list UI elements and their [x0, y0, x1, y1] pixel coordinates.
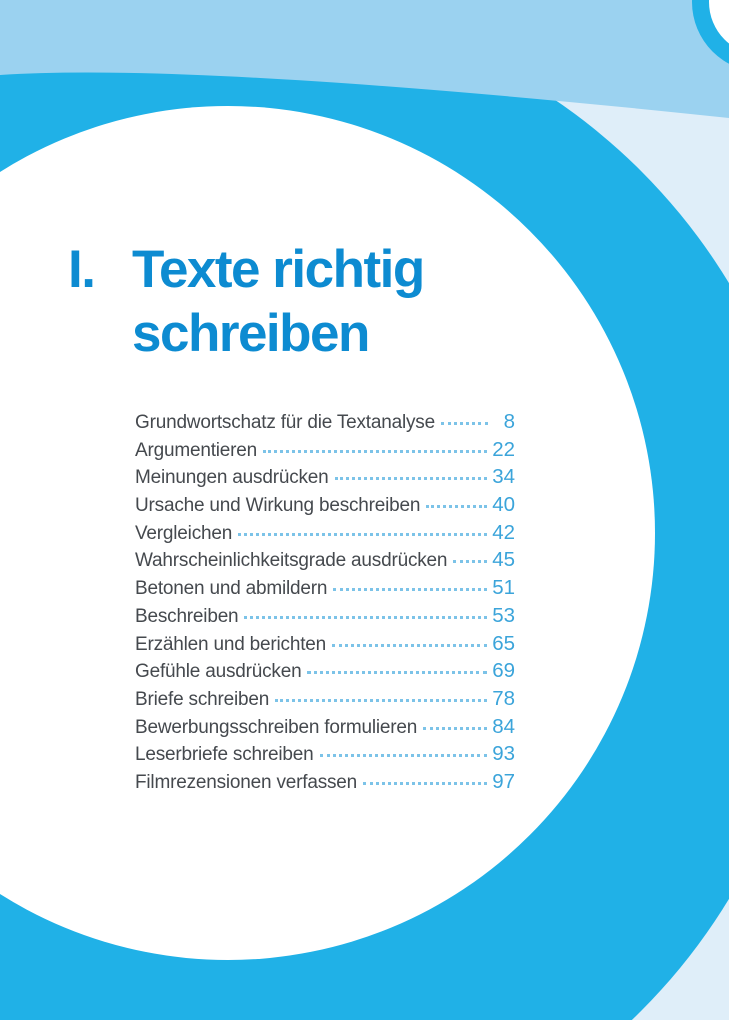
chapter-title-line-1: Texte richtig [132, 240, 424, 299]
dot-leader [307, 671, 487, 674]
toc-entry-label: Vergleichen [135, 522, 233, 544]
chapter-numeral: I. [68, 240, 95, 299]
toc-entry [135, 546, 515, 574]
toc-entry [135, 574, 515, 602]
toc-entry [135, 602, 515, 630]
toc-entry-label: Leserbriefe schreiben [135, 744, 314, 766]
chapter-title [68, 238, 424, 366]
toc-page-number: 65 [492, 631, 515, 655]
toc-page-number: 69 [492, 659, 515, 683]
toc-page-number: 8 [503, 410, 515, 433]
toc-page-number: 51 [492, 576, 515, 600]
toc-entry [135, 491, 515, 519]
toc-entry [135, 519, 515, 547]
toc-page-number: 34 [492, 465, 515, 489]
dot-leader [263, 450, 487, 453]
toc-entry-label: Argumentieren [135, 439, 258, 461]
top-band [0, 0, 729, 122]
toc-page-number: 40 [492, 493, 515, 517]
dot-leader [453, 560, 487, 563]
toc-entry [135, 768, 515, 796]
toc-entry-label: Ursache und Wirkung beschreiben [135, 495, 421, 517]
dot-leader [275, 699, 487, 702]
toc-entry [135, 436, 515, 464]
dot-leader [333, 588, 487, 591]
toc-page-number: 97 [492, 769, 515, 793]
toc-entry [135, 657, 515, 685]
toc-entry-label: Meinungen ausdrücken [135, 467, 329, 489]
dot-leader [441, 422, 488, 425]
toc-entry-label: Beschreiben [135, 605, 239, 627]
table-of-contents [135, 408, 515, 796]
toc-entry [135, 685, 515, 713]
dot-leader [426, 505, 487, 508]
dot-leader [332, 644, 487, 647]
toc-page-number: 22 [492, 437, 515, 461]
toc-page-number: 53 [492, 603, 515, 627]
toc-page-number: 84 [492, 714, 515, 738]
toc-entry-label: Betonen und abmildern [135, 578, 328, 600]
toc-page-number: 42 [492, 520, 515, 544]
dot-leader [320, 754, 488, 757]
toc-entry-label: Erzählen und berichten [135, 633, 327, 655]
toc-entry [135, 463, 515, 491]
toc-entry [135, 740, 515, 768]
toc-entry-label: Briefe schreiben [135, 688, 270, 710]
toc-entry-label: Wahrscheinlichkeitsgrade ausdrücken [135, 550, 448, 572]
dot-leader [244, 616, 487, 619]
dot-leader [238, 533, 487, 536]
toc-entry-label: Grundwortschatz für die Textanalyse [135, 412, 435, 433]
toc-entry [135, 408, 515, 436]
toc-entry-label: Bewerbungsschreiben formulieren [135, 716, 418, 738]
toc-entry-label: Gefühle ausdrücken [135, 661, 302, 683]
toc-entry-label: Filmrezensionen verfassen [135, 771, 358, 793]
toc-entry [135, 630, 515, 658]
toc-entry [135, 713, 515, 741]
chapter-title-text [132, 238, 424, 366]
dot-leader [335, 477, 488, 480]
toc-page-number: 45 [492, 548, 515, 572]
chapter-title-line-2: schreiben [132, 304, 369, 363]
toc-page-number: 93 [492, 742, 515, 766]
dot-leader [363, 782, 487, 785]
dot-leader [423, 727, 487, 730]
toc-page-number: 78 [492, 686, 515, 710]
